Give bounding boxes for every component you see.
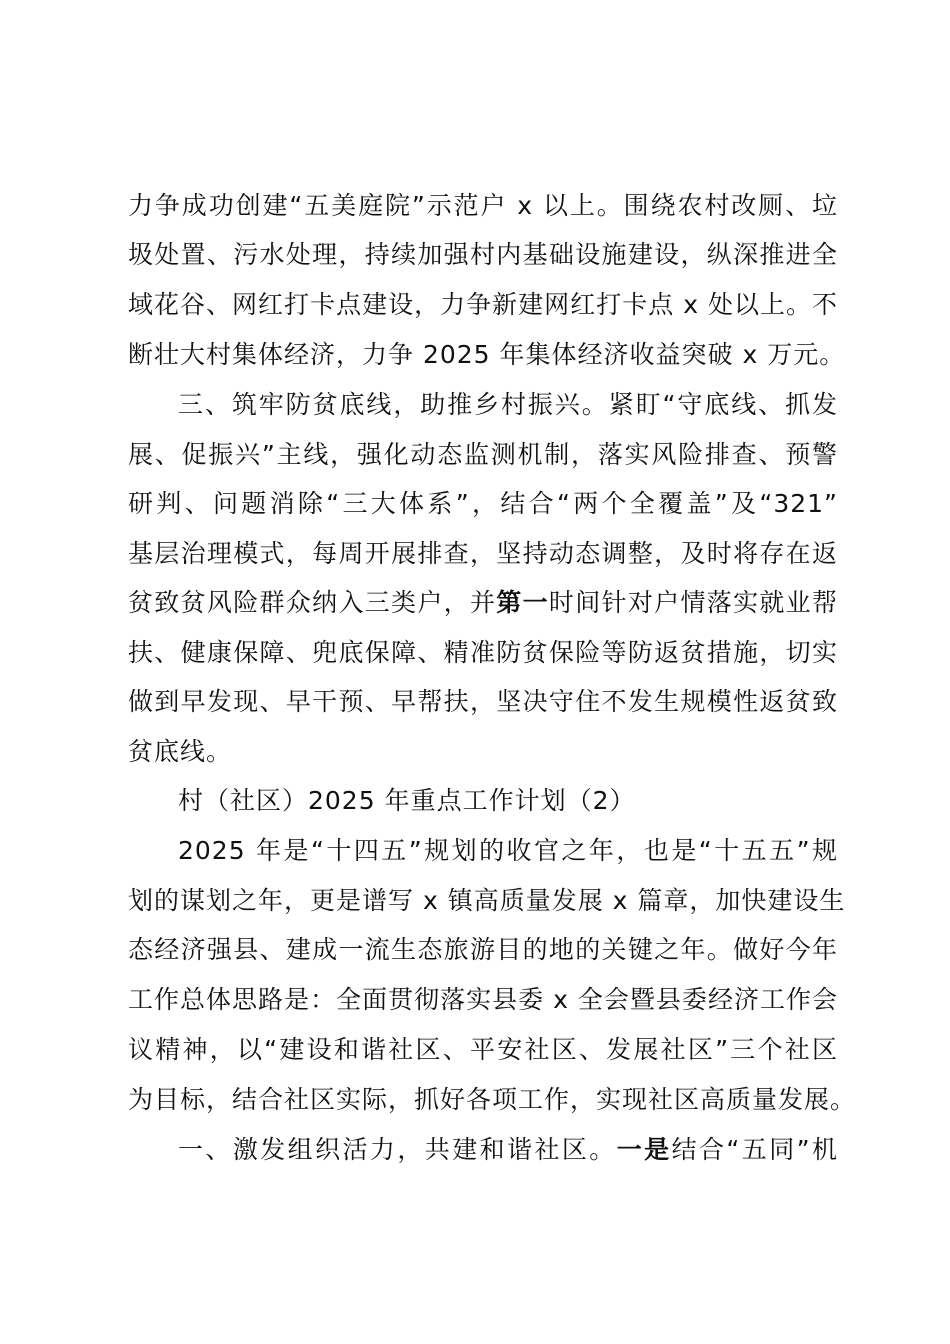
text-line: 圾处置、污水处理，持续加强村内基础设施建设，纵深推进全 [128, 240, 838, 269]
text-segment: 一、激发组织活力，共建和谐社区。 [178, 1135, 617, 1164]
text-line: 域花谷、网红打卡点建设，力争新建网红打卡点 x 处以上。不 [128, 290, 838, 319]
text-line: 贫底线。 [128, 737, 233, 766]
text-line: 态经济强县、建成一流生态旅游目的地的关键之年。做好今年 [128, 935, 838, 964]
text-line: 展、促振兴”主线，强化动态监测机制，落实风险排查、预警 [128, 440, 838, 469]
text-line: 工作总体思路是：全面贯彻落实县委 x 全会暨县委经济工作会 [128, 985, 838, 1014]
text-line [128, 583, 838, 623]
text-line: 为目标，结合社区实际，抓好各项工作，实现社区高质量发展。 [128, 1085, 857, 1114]
text-segment: 结合“五同”机 [671, 1135, 838, 1164]
text-line: 基层治理模式，每周开展排查，坚持动态调整，及时将存在返 [128, 539, 838, 568]
plan-title: 村（社区）2025 年重点工作计划（2） [178, 786, 636, 815]
text-line: 做到早发现、早干预、早帮扶，坚决守住不发生规模性返贫致 [128, 687, 838, 716]
text-line: 2025 年是“十四五”规划的收官之年，也是“十五五”规 [178, 836, 838, 865]
bold-text: 一是 [616, 1135, 672, 1164]
text-segment: 时间针对户情落实就业帮 [548, 588, 838, 617]
text-line: 扶、健康保障、兜底保障、精准防贫保险等防返贫措施，切实 [128, 638, 838, 667]
section-heading-line [178, 1130, 838, 1170]
text-line: 断壮大村集体经济，力争 2025 年集体经济收益突破 x 万元。 [128, 340, 846, 369]
section-heading-line: 三、筑牢防贫底线，助推乡村振兴。紧盯“守底线、抓发 [178, 390, 838, 419]
text-line: 划的谋划之年，更是谱写 x 镇高质量发展 x 篇章，加快建设生 [128, 886, 846, 915]
bold-text: 第一 [496, 588, 549, 617]
text-line: 力争成功创建“五美庭院”示范户 x 以上。围绕农村改厕、垃 [128, 191, 838, 220]
text-segment: 贫致贫风险群众纳入三类户，并 [128, 588, 497, 617]
text-line: 议精神，以“建设和谐社区、平安社区、发展社区”三个社区 [128, 1035, 838, 1064]
text-line: 研判、问题消除“三大体系”，结合“两个全覆盖”及“321” [128, 489, 838, 518]
